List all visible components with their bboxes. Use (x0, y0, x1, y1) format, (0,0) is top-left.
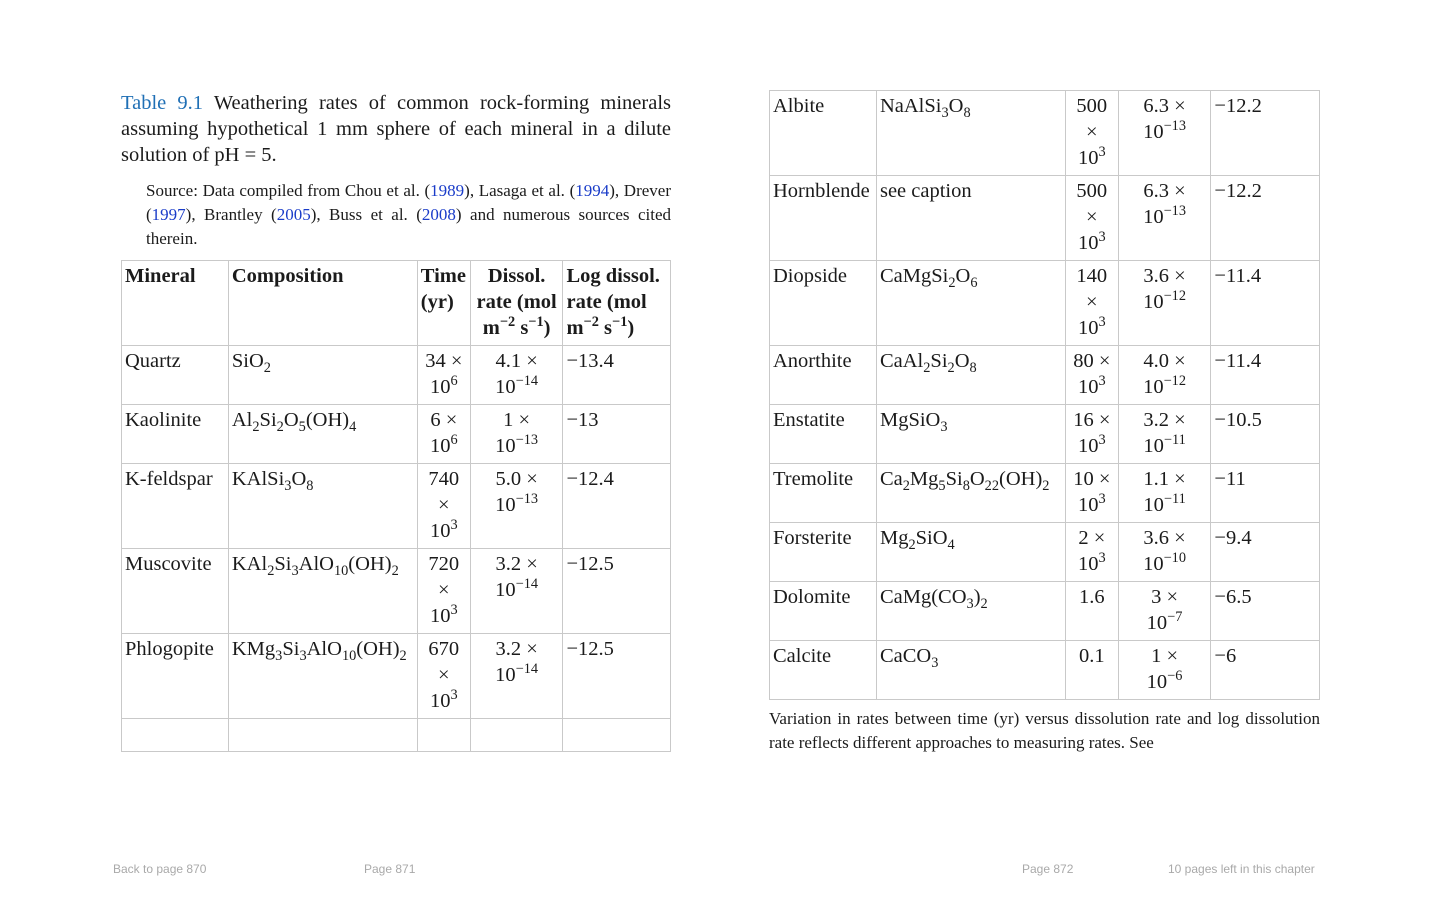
cell-log-rate: −10.5 (1211, 405, 1320, 464)
table-note: Variation in rates between time (yr) versus dissolution rate and log dissolution rate reflects different approaches to measuring rates. See (769, 709, 1320, 752)
header-rate-text: s (515, 317, 529, 339)
cell-mineral: Tremolite (770, 464, 877, 523)
cell-composition: SiO$_2$ (228, 346, 417, 405)
cell-rate: 3.2 × $10^{-11}$ (1118, 405, 1211, 464)
header-log-text: ) (627, 317, 635, 339)
table-row (770, 464, 1320, 523)
cell-composition: $NaAlSi_3O_8$ (876, 91, 1065, 176)
rate-mantissa: 3.6 × (1143, 265, 1186, 287)
cell-mineral: K-feldspar (122, 464, 229, 549)
cell-empty (228, 719, 417, 752)
cell-composition: $Mg_2SiO_4$ (876, 523, 1065, 582)
rate-mantissa: 1 × (1151, 645, 1179, 667)
cell-composition: $KAlSi_3O_8$ (228, 464, 417, 549)
table-row-continued (122, 719, 671, 752)
table-label-link[interactable]: Table 9.1 (121, 92, 204, 114)
cell-mineral: Muscovite (122, 549, 229, 634)
header-rate-text: Dissol. rate (mol m (476, 265, 557, 339)
table-row (770, 641, 1320, 700)
rate-exponent: −7 (1167, 609, 1183, 626)
time-exponent: 3 (1098, 373, 1106, 390)
cell-composition: $CaMgSi_2O_6$ (876, 261, 1065, 346)
citation-link[interactable]: 1994 (575, 181, 610, 200)
cell-time: 0.1 (1065, 641, 1118, 700)
table-row (770, 176, 1320, 261)
cell-time: 6 × $10^6$ (417, 405, 470, 464)
cell-log-rate: −11.4 (1211, 261, 1320, 346)
citation-link[interactable]: 1997 (151, 205, 186, 224)
cell-rate: 3.6 × $10^{-10}$ (1118, 523, 1211, 582)
rate-exponent: −13 (1163, 203, 1187, 220)
header-time (417, 261, 470, 346)
cell-rate: 4.0 × $10^{-12}$ (1118, 346, 1211, 405)
time-mantissa: 2 × (1078, 527, 1106, 549)
caption-text: Weathering rates of common rock-forming minerals assuming hypothetical 1 mm sphere of each mineral in a dilute solution of pH = 5. (121, 92, 671, 166)
cell-time: 16 × $10^3$ (1065, 405, 1118, 464)
cell-rate: 6.3 × $10^{-13}$ (1118, 91, 1211, 176)
cell-rate: 3.2 × $10^{-14}$ (470, 634, 563, 719)
page-number-left: Page 871 (364, 862, 416, 876)
rate-mantissa: 1 × (503, 409, 531, 431)
cell-log-rate: −11 (1211, 464, 1320, 523)
cell-mineral: Enstatite (770, 405, 877, 464)
source-text: ), Brantley ( (185, 205, 277, 224)
rate-mantissa: 6.3 × (1143, 95, 1186, 117)
time-mantissa: 80 × (1073, 350, 1111, 372)
cell-log-rate: −12.2 (1211, 91, 1320, 176)
header-rate-text: ) (543, 317, 551, 339)
table-row (770, 261, 1320, 346)
time-exponent: 6 (450, 432, 458, 449)
cell-composition: $KAl_2Si_3AlO_{10}(OH)_2$ (228, 549, 417, 634)
rate-mantissa: 3.2 × (1143, 409, 1186, 431)
rate-mantissa: 3.2 × (495, 638, 538, 660)
rate-mantissa: 4.1 × (495, 350, 538, 372)
time-exponent: 6 (450, 373, 458, 390)
source-text: Source: Data compiled from Chou et al. ( (146, 181, 431, 200)
time-exponent: 3 (1098, 229, 1106, 246)
time-exponent: 3 (1098, 491, 1106, 508)
back-to-page-link[interactable]: Back to page 870 (113, 862, 207, 876)
time-mantissa: 16 × (1073, 409, 1111, 431)
time-mantissa: 6 × (430, 409, 458, 431)
cell-log-rate: −9.4 (1211, 523, 1320, 582)
cell-rate: 5.0 × $10^{-13}$ (470, 464, 563, 549)
citation-link[interactable]: 1989 (430, 181, 465, 200)
rate-mantissa: 1.1 × (1143, 468, 1186, 490)
time-mantissa: 34 × (425, 350, 463, 372)
cell-mineral: Calcite (770, 641, 877, 700)
header-rate-exp: −2 (499, 314, 516, 331)
cell-mineral: Albite (770, 91, 877, 176)
time-exponent: 3 (450, 517, 458, 534)
cell-rate: 6.3 × $10^{-13}$ (1118, 176, 1211, 261)
source-text: ), Buss et al. ( (310, 205, 422, 224)
cell-composition: see caption (876, 176, 1065, 261)
header-log-exp: −2 (583, 314, 599, 331)
page-bottom-mask (121, 770, 671, 900)
cell-empty (122, 719, 229, 752)
table-row (122, 405, 671, 464)
cell-time: 140 × $10^3$ (1065, 261, 1118, 346)
header-composition: Composition (228, 261, 417, 346)
table-row (770, 405, 1320, 464)
rate-exponent: −14 (515, 373, 539, 390)
rate-exponent: −12 (1163, 373, 1187, 390)
time-mantissa: 500 × (1076, 95, 1108, 143)
header-log-text: Log dissol. rate (mol m (566, 265, 660, 339)
time-exponent: 3 (450, 602, 458, 619)
page-number-right: Page 872 (1022, 862, 1074, 876)
table-caption (121, 90, 671, 168)
source-text: ), Lasaga et al. ( (464, 181, 576, 200)
rate-exponent: −13 (1163, 118, 1187, 135)
cell-rate: 3.2 × $10^{-14}$ (470, 549, 563, 634)
table-row (122, 464, 671, 549)
table-row (770, 523, 1320, 582)
time-mantissa: 720 × (428, 553, 460, 601)
time-exponent: 3 (1098, 432, 1106, 449)
table-row (122, 634, 671, 719)
rate-exponent: −14 (515, 661, 539, 678)
time-exponent: 3 (1098, 314, 1106, 331)
table-row (770, 346, 1320, 405)
rate-mantissa: 5.0 × (495, 468, 538, 490)
cell-log-rate: −11.4 (1211, 346, 1320, 405)
cell-composition: $Ca_2Mg_5Si_8O_{22}(OH)_2$ (876, 464, 1065, 523)
rate-exponent: −12 (1163, 288, 1187, 305)
cell-log-rate: −12.4 (563, 464, 671, 549)
cell-time: 670 × $10^3$ (417, 634, 470, 719)
table-row (122, 346, 671, 405)
header-log-text: s (598, 317, 613, 339)
weathering-table-part-1 (121, 260, 671, 752)
time-exponent: 3 (450, 687, 458, 704)
cell-log-rate: −13.4 (563, 346, 671, 405)
cell-rate: 3.6 × $10^{-12}$ (1118, 261, 1211, 346)
header-log-rate (563, 261, 671, 346)
cell-mineral: Dolomite (770, 582, 877, 641)
cell-log-rate: −12.5 (563, 549, 671, 634)
citation-link[interactable]: 2005 (276, 205, 311, 224)
time-exponent: 3 (1098, 144, 1106, 161)
rate-mantissa: 3.6 × (1143, 527, 1186, 549)
rate-exponent: −6 (1167, 668, 1183, 685)
header-dissolution-rate (470, 261, 563, 346)
cell-mineral: Hornblende (770, 176, 877, 261)
cell-time: 1.6 (1065, 582, 1118, 641)
rate-mantissa: 3 × (1151, 586, 1179, 608)
cell-time: 10 × $10^3$ (1065, 464, 1118, 523)
time-exponent: 3 (1098, 550, 1106, 567)
weathering-table-part-2 (769, 90, 1320, 700)
cell-mineral: Forsterite (770, 523, 877, 582)
rate-exponent: −13 (515, 432, 539, 449)
cell-rate: 1 × $10^{-6}$ (1118, 641, 1211, 700)
header-time-text: Time (yr) (420, 265, 466, 313)
time-mantissa: 740 × (428, 468, 460, 516)
cell-mineral: Diopside (770, 261, 877, 346)
cell-empty (563, 719, 671, 752)
cell-log-rate: −13 (563, 405, 671, 464)
cell-time: 720 × $10^3$ (417, 549, 470, 634)
cell-composition: $KMg_3Si_3AlO_{10}(OH)_2$ (228, 634, 417, 719)
source-text: ), Drever ( (146, 181, 671, 224)
rate-exponent: −10 (1163, 550, 1187, 567)
header-log-exp: −1 (612, 314, 628, 331)
cell-log-rate: −6.5 (1211, 582, 1320, 641)
rate-exponent: −14 (515, 576, 539, 593)
cell-log-rate: −12.2 (1211, 176, 1320, 261)
citation-link[interactable]: 2008 (421, 205, 456, 224)
cell-time: 34 × $10^6$ (417, 346, 470, 405)
cell-rate: 3 × $10^{-7}$ (1118, 582, 1211, 641)
cell-mineral: Kaolinite (122, 405, 229, 464)
table-header-row (122, 261, 671, 346)
cell-time: 80 × $10^3$ (1065, 346, 1118, 405)
cell-rate: 1.1 × $10^{-11}$ (1118, 464, 1211, 523)
header-rate-exp: −1 (528, 314, 544, 331)
cell-composition: MgSiO$_3$ (876, 405, 1065, 464)
cell-rate: 4.1 × $10^{-14}$ (470, 346, 563, 405)
cell-time: 500 × $10^3$ (1065, 176, 1118, 261)
rate-exponent: −13 (515, 491, 539, 508)
time-mantissa: 500 × (1076, 180, 1108, 228)
rate-mantissa: 4.0 × (1143, 350, 1186, 372)
time-mantissa: 10 × (1073, 468, 1111, 490)
time-mantissa: 670 × (428, 638, 460, 686)
time-mantissa: 140 × (1076, 265, 1108, 313)
cell-mineral: Quartz (122, 346, 229, 405)
cell-composition: $Al_2Si_2O_5(OH)_4$ (228, 405, 417, 464)
rate-mantissa: 3.2 × (495, 553, 538, 575)
cell-mineral: Anorthite (770, 346, 877, 405)
cell-mineral: Phlogopite (122, 634, 229, 719)
source-text: ) and numerous sources cited therein. (146, 205, 671, 248)
cell-time: 740 × $10^3$ (417, 464, 470, 549)
cell-time: 2 × $10^3$ (1065, 523, 1118, 582)
table-row (122, 549, 671, 634)
cell-composition: CaCO$_3$ (876, 641, 1065, 700)
table-row (770, 582, 1320, 641)
cell-log-rate: −6 (1211, 641, 1320, 700)
rate-mantissa: 6.3 × (1143, 180, 1186, 202)
table-row (770, 91, 1320, 176)
rate-exponent: −11 (1163, 432, 1186, 449)
cell-empty (417, 719, 470, 752)
rate-exponent: −11 (1163, 491, 1186, 508)
header-mineral: Mineral (122, 261, 229, 346)
cell-time: 500 × $10^3$ (1065, 91, 1118, 176)
cell-composition: $CaMg(CO_3)_2$ (876, 582, 1065, 641)
cell-rate: 1 × $10^{-13}$ (470, 405, 563, 464)
pages-left-in-chapter: 10 pages left in this chapter (1168, 862, 1315, 876)
cell-log-rate: −12.5 (563, 634, 671, 719)
cell-empty (470, 719, 563, 752)
cell-composition: $CaAl_2Si_2O_8$ (876, 346, 1065, 405)
table-source (146, 179, 671, 251)
